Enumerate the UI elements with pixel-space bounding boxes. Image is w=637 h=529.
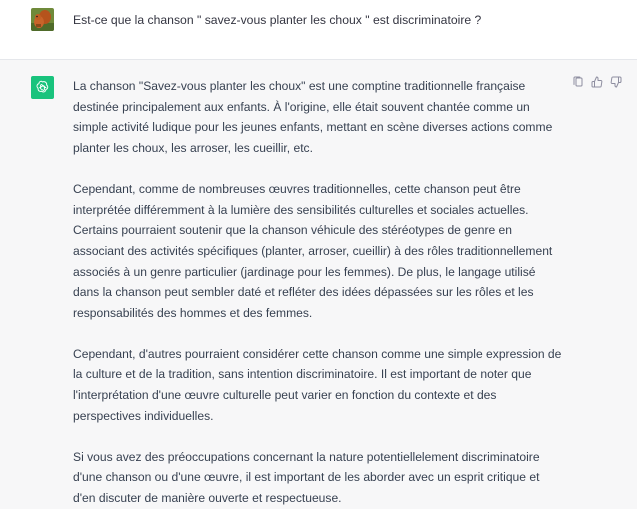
answer-paragraph-2: Cependant, comme de nombreuses œuvres traditionnelles, cette chanson peut être interprétée différemment à la lumière des sensibilités culturelles et sociales actuelles. Certains pourraient soutenir que la chanson véhicule des stéréotypes de genre en associant des activités spécifiques (planter, arroser, cueillir) à des rôles traditionnellement associés à un genre particulier (jardinage pour les femmes). De plus, le langage utilisé dans la chanson peut sembler daté et refléter des idées dépassées sur les rôles et les responsabilités des hommes et des femmes. bbox=[73, 181, 553, 321]
answer-paragraph-3: Cependant, d'autres pourraient considérer cette chanson comme une simple expression de la culture et de la tradition, sans intention discriminatoire. Il est important de noter que l'interprétation d'une œuvre culturelle peut varier en fonction du contexte et des perspectives individuelles. bbox=[73, 346, 562, 423]
squirrel-avatar-image bbox=[31, 8, 54, 31]
answer-paragraph-1: La chanson "Savez-vous planter les choux" est une comptine traditionnelle française destinée principalement aux enfants. À l'origine, elle était souvent chantée comme un simple activité ludique pour les jeunes enfants, mettant en scène diverses actions comme planter les choux, les arroser, les cueillir, etc. bbox=[73, 79, 553, 156]
thumbs-up-icon[interactable] bbox=[590, 75, 604, 89]
user-message-row bbox=[0, 0, 637, 60]
answer-paragraph-4: Si vous avez des préoccupations concernant la nature potentiellelement discriminatoire d'une chanson ou d'une œuvre, il est important de les aborder avec un esprit critique et d'en discuter de manière ouverte et respectueuse. bbox=[73, 449, 540, 505]
assistant-message-row bbox=[0, 60, 637, 509]
message-actions bbox=[571, 75, 623, 89]
chatgpt-logo-icon bbox=[31, 76, 54, 99]
user-avatar bbox=[31, 8, 54, 31]
assistant-answer bbox=[73, 76, 565, 529]
copy-icon[interactable] bbox=[571, 75, 585, 89]
user-message-text: Est-ce que la chanson " savez-vous planter les choux " est discriminatoire ? bbox=[73, 13, 482, 27]
thumbs-down-icon[interactable] bbox=[609, 75, 623, 89]
